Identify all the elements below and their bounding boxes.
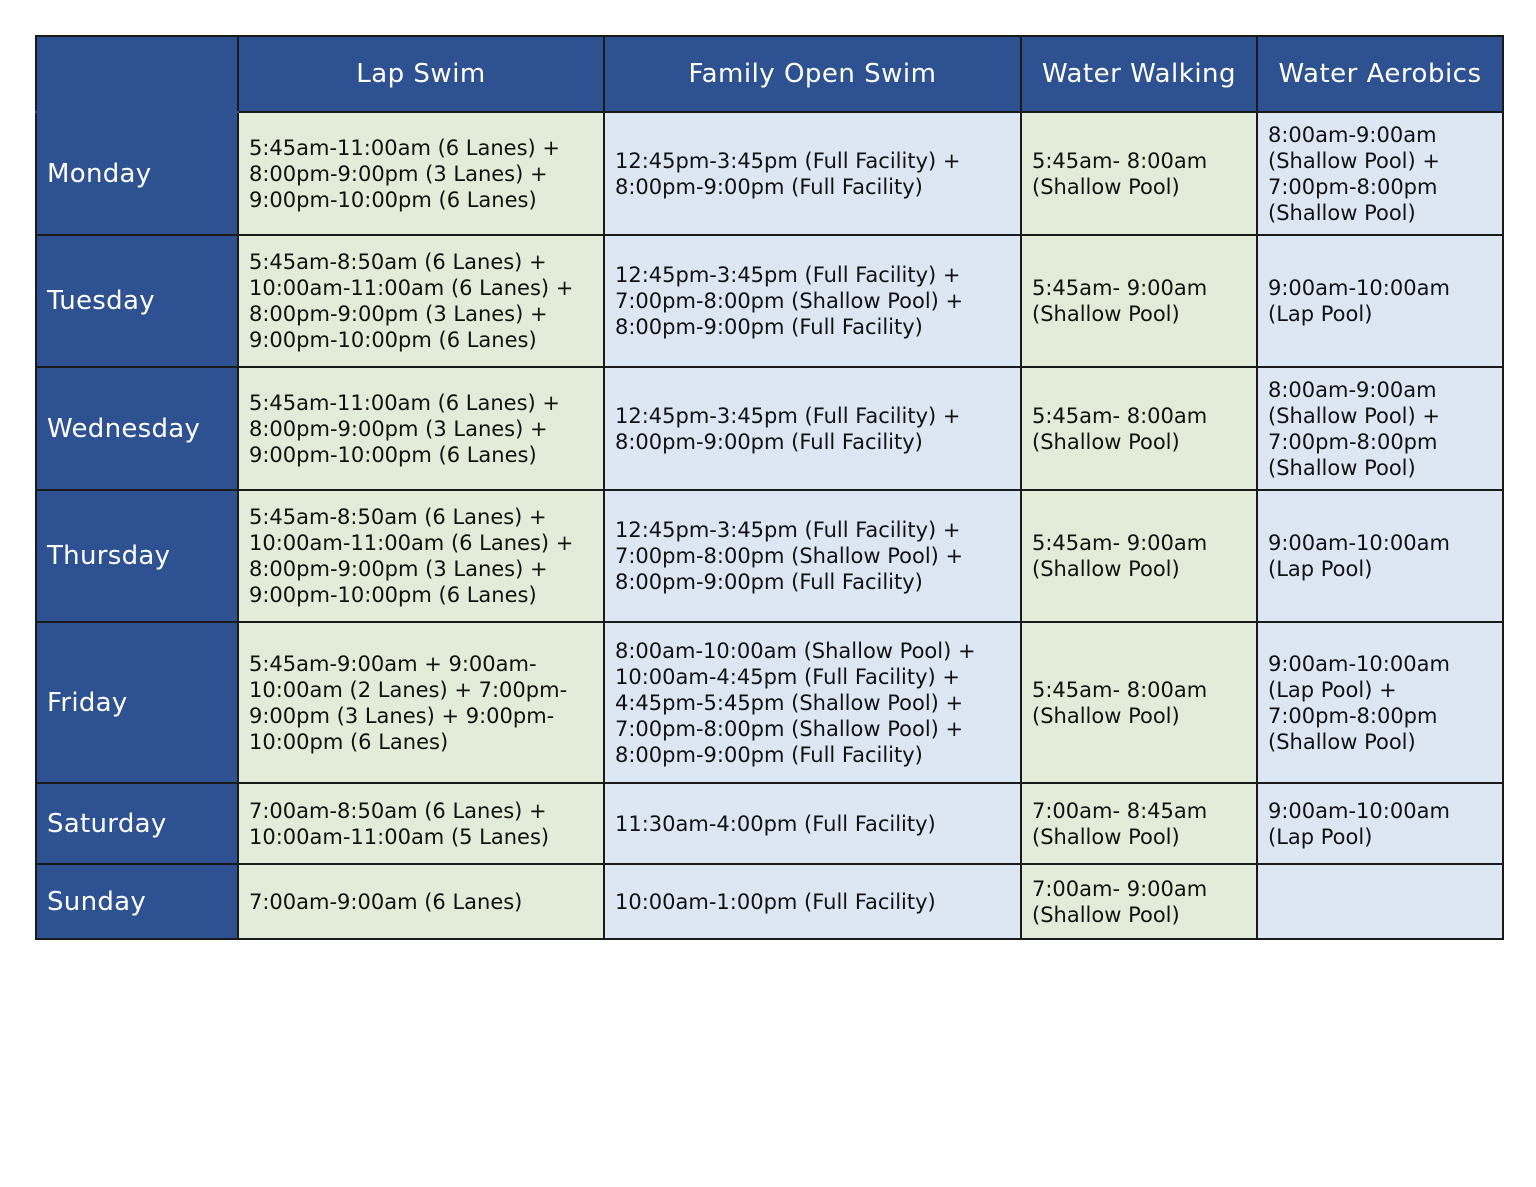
table-row-thursday [36, 490, 1503, 622]
day-label: Saturday [36, 783, 238, 864]
water-walking-cell: 5:45am- 9:00am (Shallow Pool) [1021, 490, 1257, 622]
table-row-monday [36, 112, 1503, 235]
family-open-swim-cell: 12:45pm-3:45pm (Full Facility) + 8:00pm-9:00pm (Full Facility) [604, 112, 1021, 235]
water-walking-cell: 5:45am- 9:00am (Shallow Pool) [1021, 235, 1257, 367]
header-family-open-swim: Family Open Swim [604, 36, 1021, 112]
table-row-sunday [36, 864, 1503, 939]
water-aerobics-cell: 9:00am-10:00am (Lap Pool) [1257, 235, 1503, 367]
lap-swim-cell: 5:45am-11:00am (6 Lanes) + 8:00pm-9:00pm (3 Lanes) + 9:00pm-10:00pm (6 Lanes) [238, 112, 604, 235]
table-row-friday [36, 622, 1503, 783]
family-open-swim-cell: 12:45pm-3:45pm (Full Facility) + 8:00pm-9:00pm (Full Facility) [604, 367, 1021, 490]
lap-swim-cell: 5:45am-11:00am (6 Lanes) + 8:00pm-9:00pm (3 Lanes) + 9:00pm-10:00pm (6 Lanes) [238, 367, 604, 490]
water-aerobics-cell: 9:00am-10:00am (Lap Pool) [1257, 490, 1503, 622]
water-aerobics-cell: 8:00am-9:00am (Shallow Pool) + 7:00pm-8:00pm (Shallow Pool) [1257, 367, 1503, 490]
family-open-swim-cell: 11:30am-4:00pm (Full Facility) [604, 783, 1021, 864]
water-aerobics-cell: 8:00am-9:00am (Shallow Pool) + 7:00pm-8:00pm (Shallow Pool) [1257, 112, 1503, 235]
header-row [36, 36, 1503, 112]
table-row-saturday [36, 783, 1503, 864]
family-open-swim-cell: 12:45pm-3:45pm (Full Facility) + 7:00pm-8:00pm (Shallow Pool) + 8:00pm-9:00pm (Full Facility) [604, 235, 1021, 367]
day-label: Sunday [36, 864, 238, 939]
water-aerobics-cell: 9:00am-10:00am (Lap Pool) [1257, 783, 1503, 864]
water-aerobics-cell [1257, 864, 1503, 939]
lap-swim-cell: 5:45am-8:50am (6 Lanes) + 10:00am-11:00am (6 Lanes) + 8:00pm-9:00pm (3 Lanes) + 9:00pm-10:00pm (6 Lanes) [238, 235, 604, 367]
family-open-swim-cell: 10:00am-1:00pm (Full Facility) [604, 864, 1021, 939]
header-lap-swim: Lap Swim [238, 36, 604, 112]
family-open-swim-cell: 8:00am-10:00am (Shallow Pool) + 10:00am-4:45pm (Full Facility) + 4:45pm-5:45pm (Shallow Pool) + 7:00pm-8:00pm (Shallow Pool) + 8:00pm-9:00pm (Full Facility) [604, 622, 1021, 783]
header-water-walking: Water Walking [1021, 36, 1257, 112]
day-label: Tuesday [36, 235, 238, 367]
day-label: Wednesday [36, 367, 238, 490]
water-walking-cell: 5:45am- 8:00am (Shallow Pool) [1021, 112, 1257, 235]
day-label: Thursday [36, 490, 238, 622]
water-walking-cell: 5:45am- 8:00am (Shallow Pool) [1021, 367, 1257, 490]
lap-swim-cell: 5:45am-9:00am + 9:00am- 10:00am (2 Lanes) + 7:00pm- 9:00pm (3 Lanes) + 9:00pm- 10:00pm (6 Lanes) [238, 622, 604, 783]
header-water-aerobics: Water Aerobics [1257, 36, 1503, 112]
family-open-swim-cell: 12:45pm-3:45pm (Full Facility) + 7:00pm-8:00pm (Shallow Pool) + 8:00pm-9:00pm (Full Facility) [604, 490, 1021, 622]
lap-swim-cell: 7:00am-9:00am (6 Lanes) [238, 864, 604, 939]
day-label: Friday [36, 622, 238, 783]
lap-swim-cell: 5:45am-8:50am (6 Lanes) + 10:00am-11:00am (6 Lanes) + 8:00pm-9:00pm (3 Lanes) + 9:00pm-10:00pm (6 Lanes) [238, 490, 604, 622]
water-walking-cell: 7:00am- 8:45am (Shallow Pool) [1021, 783, 1257, 864]
water-walking-cell: 5:45am- 8:00am (Shallow Pool) [1021, 622, 1257, 783]
corner-cell [36, 36, 238, 112]
table-row-tuesday [36, 235, 1503, 367]
table-row-wednesday [36, 367, 1503, 490]
lap-swim-cell: 7:00am-8:50am (6 Lanes) + 10:00am-11:00am (5 Lanes) [238, 783, 604, 864]
water-aerobics-cell: 9:00am-10:00am (Lap Pool) + 7:00pm-8:00pm (Shallow Pool) [1257, 622, 1503, 783]
day-label: Monday [36, 112, 238, 235]
water-walking-cell: 7:00am- 9:00am (Shallow Pool) [1021, 864, 1257, 939]
pool-schedule-table [35, 35, 1504, 940]
